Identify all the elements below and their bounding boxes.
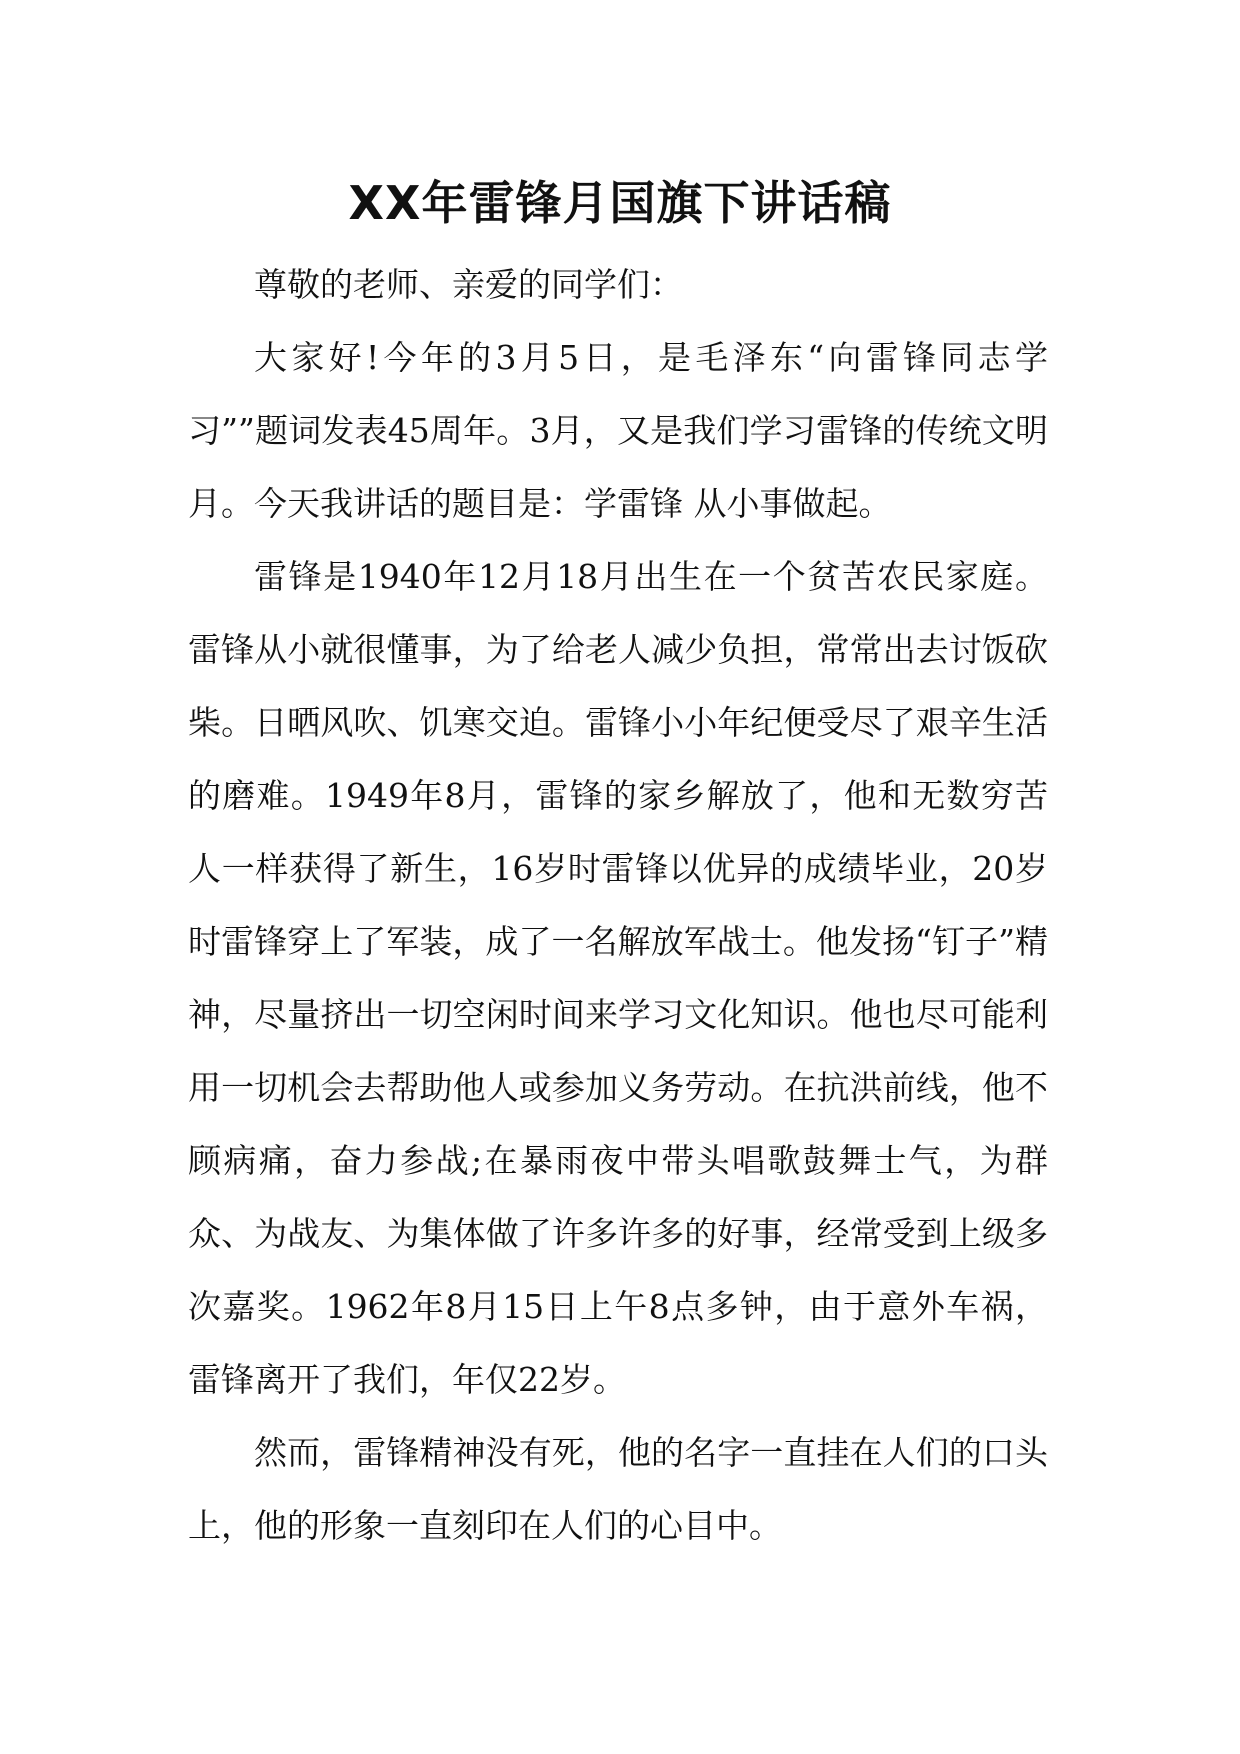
paragraph-1: 大家好!今年的3月5日，是毛泽东“向雷锋同志学习””题词发表45周年。3月，又是我们学习雷锋的传统文明月。今天我讲话的题目是：学雷锋 从小事做起。	[188, 338, 1048, 523]
page-title: XX年雷锋月国旗下讲话稿	[348, 176, 892, 230]
salutation: 尊敬的老师、亲爱的同学们：	[254, 265, 683, 304]
paragraph-2: 雷锋是1940年12月18月出生在一个贫苦农民家庭。雷锋从小就很懂事，为了给老人减少负担，常常出去讨饭砍柴。日晒风吹、饥寒交迫。雷锋小小年纪便受尽了艰辛生活的磨难。1949年8月，雷锋的家乡解放了，他和无数穷苦人一样获得了新生，16岁时雷锋以优异的成绩毕业，20岁时雷锋穿上了军装，成了一名解放军战士。他发扬“钉子”精神，尽量挤出一切空闲时间来学习文化知识。他也尽可能利用一切机会去帮助他人或参加义务劳动。在抗洪前线，他不顾病痛，奋力参战;在暴雨夜中带头唱歌鼓舞士气，为群众、为战友、为集体做了许多许多的好事，经常受到上级多次嘉奖。1962年8月15日上午8点多钟，由于意外车祸，雷锋离开了我们，年仅22岁。	[188, 557, 1048, 1399]
paragraph-3: 然而，雷锋精神没有死，他的名字一直挂在人们的口头上，他的形象一直刻印在人们的心目中。	[188, 1433, 1048, 1545]
speech-body	[188, 248, 1048, 1562]
